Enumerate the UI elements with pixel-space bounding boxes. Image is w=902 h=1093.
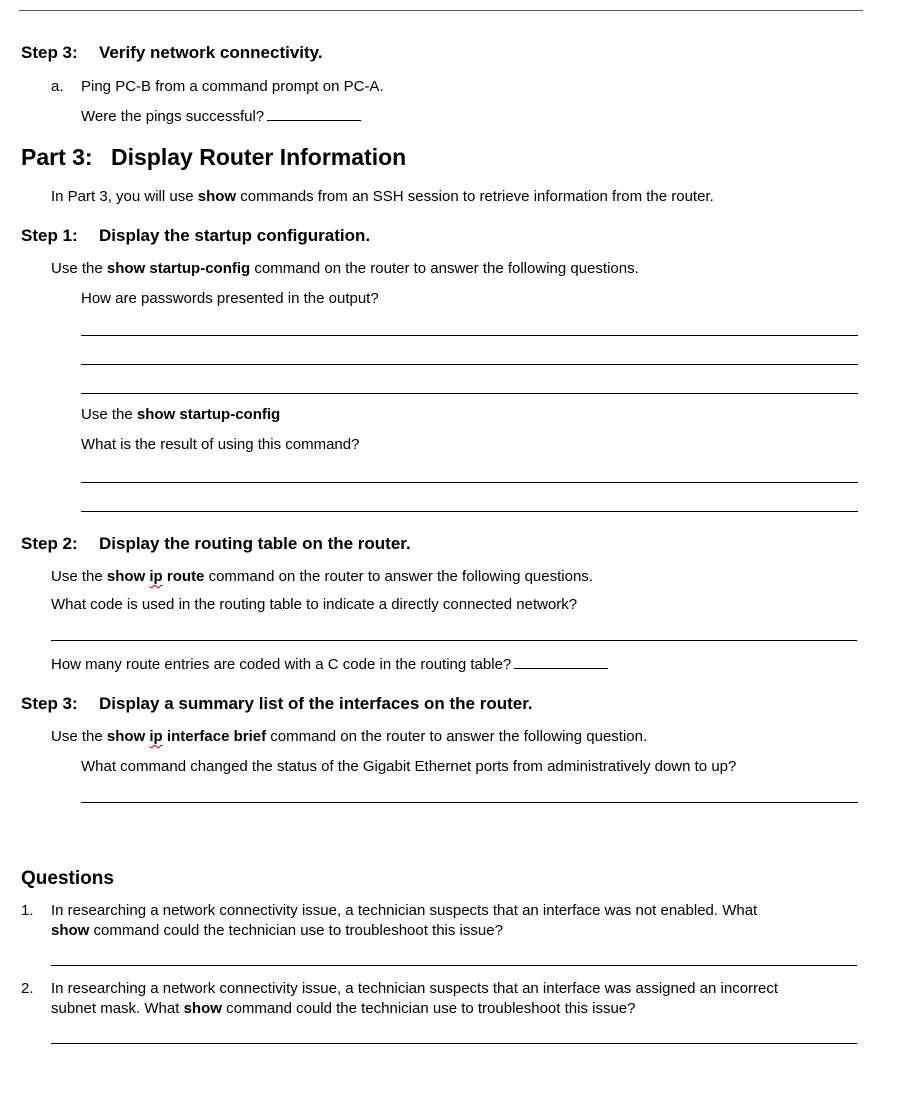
step-title: Display a summary list of the interfaces on the router. [99, 694, 533, 713]
question-number: 2. [21, 980, 34, 997]
question-text: command could the technician use to troubleshoot this issue? [221, 1000, 636, 1017]
item-a [51, 78, 384, 95]
step1-use [81, 406, 280, 423]
instr-text: Use the [51, 568, 107, 585]
step2-question1: What code is used in the routing table to indicate a directly connected network? [51, 596, 578, 613]
spellcheck-word: ip [149, 568, 163, 585]
step3a-heading [21, 43, 323, 63]
answer-line[interactable] [81, 482, 858, 483]
step-label: Step 3: [21, 694, 78, 713]
question-text: How many route entries are coded with a C code in the routing table? [51, 656, 512, 673]
question-text: Were the pings successful? [81, 108, 265, 125]
step2-heading [21, 534, 411, 554]
step2-question2 [51, 656, 608, 673]
instr-bold: interface brief [162, 728, 267, 745]
instr-bold: show [106, 728, 150, 745]
instr-text-post: command on the router to answer the following questions. [250, 260, 639, 277]
answer-line[interactable] [81, 364, 858, 365]
step1-instruction [51, 260, 639, 277]
step-title: Verify network connectivity. [99, 43, 323, 62]
step1-question2: What is the result of using this command? [81, 436, 360, 453]
pings-question [81, 108, 361, 125]
instr-bold: show [106, 568, 150, 585]
intro-text: In Part 3, you will use [51, 188, 198, 205]
answer-blank[interactable] [514, 656, 608, 669]
question-bold: show [51, 922, 90, 939]
question-text: subnet mask. What [51, 1000, 184, 1017]
instr-text-post: command on the router to answer the following question. [266, 728, 648, 745]
answer-line[interactable] [81, 511, 858, 512]
item-letter: a. [51, 78, 64, 95]
instr-text: Use the [51, 728, 107, 745]
use-bold: show startup-config [136, 406, 281, 423]
answer-line[interactable] [81, 335, 858, 336]
instr-text: Use the [51, 260, 107, 277]
top-rule [19, 10, 863, 11]
answer-blank[interactable] [267, 108, 361, 121]
step3b-question: What command changed the status of the Gigabit Ethernet ports from administratively down to up? [81, 758, 737, 775]
step2-instruction [51, 568, 593, 585]
step-label: Step 2: [21, 534, 78, 553]
part3-heading [21, 144, 406, 171]
instr-bold: show startup-config [106, 260, 251, 277]
question-1 [21, 902, 757, 919]
intro-bold: show [197, 188, 237, 205]
use-text: Use the [81, 406, 137, 423]
answer-line[interactable] [51, 640, 857, 641]
question-text: In researching a network connectivity issue, a technician suspects that an interface was not enabled. What [51, 902, 758, 919]
part3-intro [51, 188, 714, 205]
question-1-line2 [51, 922, 503, 939]
step-label: Step 1: [21, 226, 78, 245]
step1-heading [21, 226, 370, 246]
part-title: Display Router Information [111, 144, 407, 170]
answer-line[interactable] [51, 1043, 857, 1044]
step1-question1: How are passwords presented in the output? [81, 290, 379, 307]
intro-text-post: commands from an SSH session to retrieve information from the router. [236, 188, 714, 205]
instr-text-post: command on the router to answer the following questions. [204, 568, 593, 585]
question-2-line2 [51, 1000, 635, 1017]
question-text: In researching a network connectivity issue, a technician suspects that an interface was assigned an incorrect [51, 980, 779, 997]
step-title: Display the routing table on the router. [99, 534, 411, 553]
answer-line[interactable] [81, 802, 858, 803]
questions-heading: Questions [21, 868, 114, 889]
step-title: Display the startup configuration. [99, 226, 371, 245]
step-label: Step 3: [21, 43, 78, 62]
question-text: command could the technician use to troubleshoot this issue? [89, 922, 503, 939]
question-number: 1. [21, 902, 34, 919]
instr-bold: route [162, 568, 205, 585]
part-label: Part 3: [21, 144, 93, 170]
question-2 [21, 980, 778, 997]
question-bold: show [183, 1000, 222, 1017]
step3b-instruction [51, 728, 647, 745]
answer-line[interactable] [81, 393, 858, 394]
answer-line[interactable] [51, 965, 857, 966]
item-text: Ping PC-B from a command prompt on PC-A. [81, 78, 384, 95]
spellcheck-word: ip [149, 728, 163, 745]
step3b-heading [21, 694, 533, 714]
